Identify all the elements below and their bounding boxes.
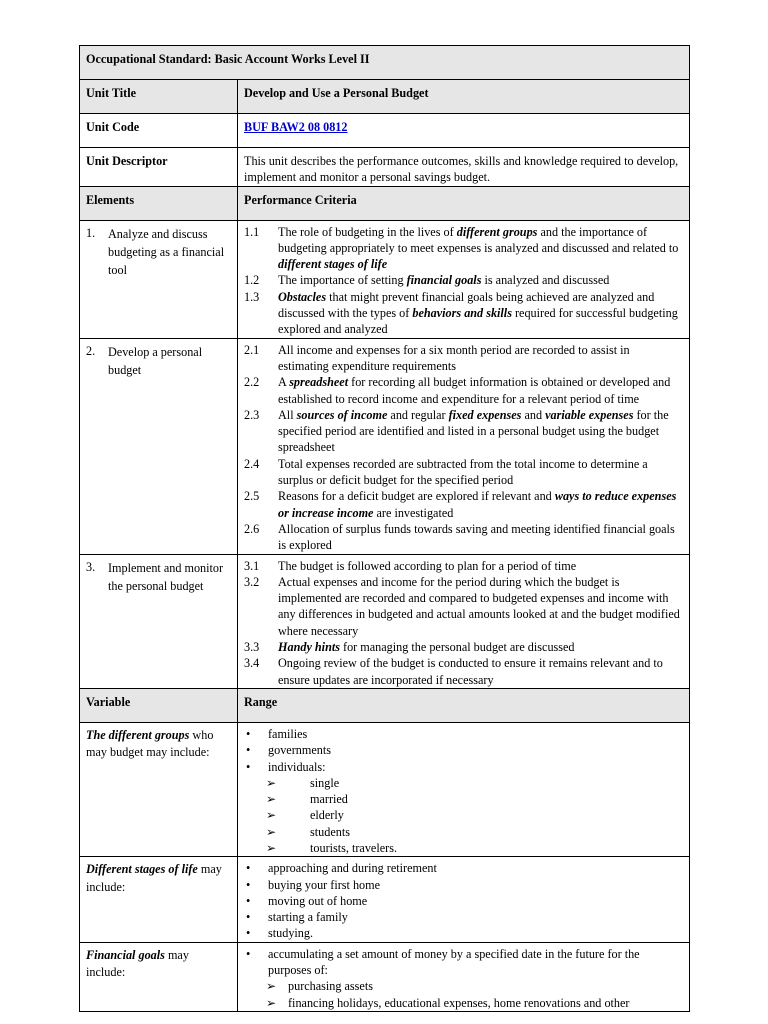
criterion-text — [278, 224, 683, 273]
variable-rest: may include: — [86, 947, 189, 980]
criterion-text — [278, 558, 683, 574]
arrow-bullet-icon: ➢ — [266, 808, 277, 823]
variable-heading: Variable — [80, 688, 238, 722]
criterion-fragment: The role of budgeting in the lives of — [278, 224, 457, 239]
bullet-icon: • — [246, 861, 251, 876]
criterion-fragment: required for successful budgeting explored and analyzed — [278, 306, 678, 337]
criterion-term: Obstacles — [278, 289, 327, 304]
range-cell — [238, 942, 690, 1011]
criterion-fragment: for the specified period are identified and listed in a personal budget using the budget spreadsheet — [278, 407, 669, 455]
criterion-term: variable expenses — [545, 407, 634, 422]
unit-title-label: Unit Title — [80, 80, 238, 114]
criterion-term: different groups — [456, 224, 538, 239]
range-bullet-text: studying. — [268, 926, 314, 941]
element-text: Develop a personal budget — [108, 344, 203, 377]
range-subitem — [244, 995, 683, 1011]
range-bullet — [244, 925, 683, 941]
criterion-fragment: that might prevent financial goals being achieved are analyzed and discussed with the types of — [278, 289, 655, 321]
range-bullet-text: families — [268, 726, 308, 741]
criterion-number: 2.2 — [244, 375, 260, 390]
unit-standard-table — [79, 45, 690, 1012]
range-row — [80, 942, 690, 1011]
element-number: 2. — [86, 343, 96, 358]
criteria-cell — [238, 220, 690, 338]
range-subitem-text: purchasing assets — [288, 979, 373, 994]
range-heading: Range — [238, 688, 690, 722]
variable-cell — [80, 857, 238, 942]
criterion-text — [278, 272, 683, 288]
criterion-fragment: and regular — [387, 407, 449, 422]
criterion-fragment: A — [278, 375, 290, 390]
elements-heading: Elements — [80, 186, 238, 220]
criterion-number: 2.3 — [244, 407, 260, 422]
element-text: Analyze and discuss budgeting as a financial tool — [108, 226, 225, 277]
bullet-icon: • — [246, 759, 251, 774]
criterion — [244, 407, 683, 456]
bullet-icon: • — [246, 743, 251, 758]
range-bullet — [244, 726, 683, 742]
bullet-icon: • — [246, 893, 251, 908]
criterion — [244, 655, 683, 688]
unit-code-label: Unit Code — [80, 114, 238, 148]
element-title — [86, 559, 231, 595]
range-subitem — [244, 978, 683, 994]
criterion-term: financial goals — [406, 273, 482, 288]
standard-row — [80, 46, 690, 80]
criterion — [244, 272, 683, 288]
range-bullet-text: governments — [268, 743, 331, 758]
element-cell — [80, 554, 238, 688]
range-subitem-text: married — [310, 792, 348, 807]
criterion-number: 1.1 — [244, 224, 260, 239]
range-bullet-text: approaching and during retirement — [268, 861, 437, 876]
range-subitem — [244, 775, 683, 791]
occupational-standard: Occupational Standard: Basic Account Works Level II — [80, 46, 690, 80]
criterion-term: sources of income — [296, 407, 388, 422]
criterion-fragment: Total expenses recorded are subtracted from the total income to determine a surplus or deficit budget for the specified period — [278, 456, 648, 488]
criterion-term: behaviors and skills — [412, 306, 512, 321]
range-subitem — [244, 840, 683, 856]
element-row — [80, 220, 690, 338]
range-bullet-text: buying your first home — [268, 877, 381, 892]
criterion — [244, 289, 683, 338]
unit-title-value: Develop and Use a Personal Budget — [238, 80, 690, 114]
criterion — [244, 456, 683, 489]
criterion-term: different stages of life — [278, 257, 388, 272]
criterion-fragment: Actual expenses and income for the period during which the budget is implemented are recorded and compared to budgeted expenses and income with any differences in budgeted and actual amounts looked at and the budget modified where necessary — [278, 574, 680, 638]
range-bullet — [244, 742, 683, 758]
element-number: 1. — [86, 225, 96, 240]
criterion-text — [278, 639, 683, 655]
variable-rest: may include: — [86, 862, 222, 894]
criterion-text — [278, 488, 683, 521]
criterion-term: Handy hints — [278, 640, 340, 655]
criterion-number: 3.3 — [244, 640, 260, 655]
criterion-number: 3.2 — [244, 574, 260, 589]
unit-descriptor-row — [80, 148, 690, 187]
criteria-cell — [238, 554, 690, 688]
criterion-fragment: Allocation of surplus funds towards saving and meeting identified financial goals is explored — [278, 521, 675, 553]
range-bullet-text: starting a family — [268, 910, 348, 925]
unit-code-link[interactable]: BUF BAW2 08 0812 — [244, 120, 348, 134]
range-subitem-text: single — [310, 775, 340, 790]
criterion-fragment: for recording all budget information is obtained or developed and established to record income and expenditure for a relevant period of time — [278, 375, 671, 406]
criterion-number: 3.1 — [244, 558, 260, 573]
bullet-icon: • — [246, 726, 251, 741]
criteria-heading: Performance Criteria — [238, 186, 690, 220]
unit-descriptor-value: This unit describes the performance outcomes, skills and knowledge required to develop, implement and monitor a personal savings budget. — [238, 148, 690, 187]
criterion-text — [278, 655, 683, 688]
bullet-icon: • — [246, 926, 251, 941]
criterion-fragment: and the importance of budgeting appropriately to meet expenses is analyzed and discussed and related to — [278, 224, 679, 255]
range-bullet — [244, 759, 683, 775]
range-row — [80, 857, 690, 942]
arrow-bullet-icon: ➢ — [266, 979, 277, 994]
unit-code-cell — [238, 114, 690, 148]
criterion-number: 2.6 — [244, 521, 260, 536]
criterion — [244, 558, 683, 574]
arrow-bullet-icon: ➢ — [266, 775, 277, 790]
criterion — [244, 224, 683, 273]
range-bullet-text: moving out of home — [268, 893, 368, 908]
variable-cell — [80, 722, 238, 856]
variable-term: Financial goals — [86, 947, 165, 962]
criterion — [244, 574, 683, 639]
criterion-number: 2.1 — [244, 342, 260, 357]
element-row — [80, 554, 690, 688]
range-bullet-text: accumulating a set amount of money by a specified date in the future for the purposes of: — [268, 946, 640, 978]
range-bullet — [244, 893, 683, 909]
criterion-number: 1.3 — [244, 289, 260, 304]
elements-header-row — [80, 186, 690, 220]
range-bullet — [244, 909, 683, 925]
criterion-text — [278, 521, 683, 554]
criterion — [244, 488, 683, 521]
range-subitem-text: tourists, travelers. — [310, 840, 397, 855]
range-bullet — [244, 877, 683, 893]
criteria-cell — [238, 338, 690, 554]
unit-title-row — [80, 80, 690, 114]
bullet-icon: • — [246, 946, 251, 961]
criterion-number: 2.5 — [244, 489, 260, 504]
criterion-number: 2.4 — [244, 456, 260, 471]
range-bullet-text: individuals: — [268, 759, 326, 774]
variable-term: Different stages of life — [86, 862, 198, 877]
criterion-fragment: All income and expenses for a six month period are recorded to assist in estimating expenditure requirements — [278, 342, 630, 373]
arrow-bullet-icon: ➢ — [266, 840, 277, 855]
criterion — [244, 374, 683, 407]
criterion-fragment: The budget is followed according to plan for a period of time — [278, 558, 577, 573]
criterion-text — [278, 374, 683, 407]
bullet-icon: • — [246, 877, 251, 892]
element-title — [86, 343, 231, 379]
criterion-fragment: Ongoing review of the budget is conducted to ensure it remains relevant and to ensure updates are incorporated if necessary — [278, 656, 663, 687]
element-row — [80, 338, 690, 554]
criterion-fragment: and — [521, 407, 546, 422]
criterion-text — [278, 456, 683, 489]
criterion-number: 3.4 — [244, 656, 260, 671]
arrow-bullet-icon: ➢ — [266, 792, 277, 807]
criterion-fragment: is analyzed and discussed — [481, 273, 610, 288]
criterion-fragment: for managing the personal budget are discussed — [339, 640, 575, 655]
range-row — [80, 722, 690, 856]
criterion — [244, 639, 683, 655]
range-subitem-text: elderly — [310, 808, 344, 823]
range-cell — [238, 722, 690, 856]
criterion — [244, 342, 683, 375]
criterion-fragment: are investigated — [373, 505, 454, 520]
element-text: Implement and monitor the personal budget — [108, 560, 224, 593]
criterion — [244, 521, 683, 554]
variable-cell — [80, 942, 238, 1011]
range-subitem — [244, 807, 683, 823]
arrow-bullet-icon: ➢ — [266, 824, 277, 839]
range-bullet — [244, 946, 683, 979]
variable-term: The different groups — [86, 727, 190, 742]
criterion-fragment: All — [278, 407, 297, 422]
unit-code-row — [80, 114, 690, 148]
criterion-number: 1.2 — [244, 273, 260, 288]
criterion-term: spreadsheet — [289, 375, 349, 390]
criterion-text — [278, 289, 683, 338]
range-subitem-text: financing holidays, educational expenses, home renovations and other — [288, 995, 630, 1010]
range-subitem — [244, 824, 683, 840]
element-title — [86, 225, 231, 279]
unit-descriptor-label: Unit Descriptor — [80, 148, 238, 187]
criterion-text — [278, 342, 683, 375]
element-cell — [80, 220, 238, 338]
range-subitem-text: students — [310, 824, 350, 839]
criterion-fragment: Reasons for a deficit budget are explored if relevant and — [278, 489, 555, 504]
arrow-bullet-icon: ➢ — [266, 995, 277, 1010]
element-cell — [80, 338, 238, 554]
range-cell — [238, 857, 690, 942]
criterion-text — [278, 574, 683, 639]
criterion-fragment: The importance of setting — [278, 273, 407, 288]
criterion-term: ways to reduce expenses or increase income — [278, 489, 677, 520]
bullet-icon: • — [246, 910, 251, 925]
element-number: 3. — [86, 559, 96, 574]
criterion-term: fixed expenses — [448, 407, 522, 422]
variable-rest: who may budget may include: — [86, 727, 214, 760]
range-bullet — [244, 860, 683, 876]
range-header-row — [80, 688, 690, 722]
range-subitem — [244, 791, 683, 807]
criterion-text — [278, 407, 683, 456]
